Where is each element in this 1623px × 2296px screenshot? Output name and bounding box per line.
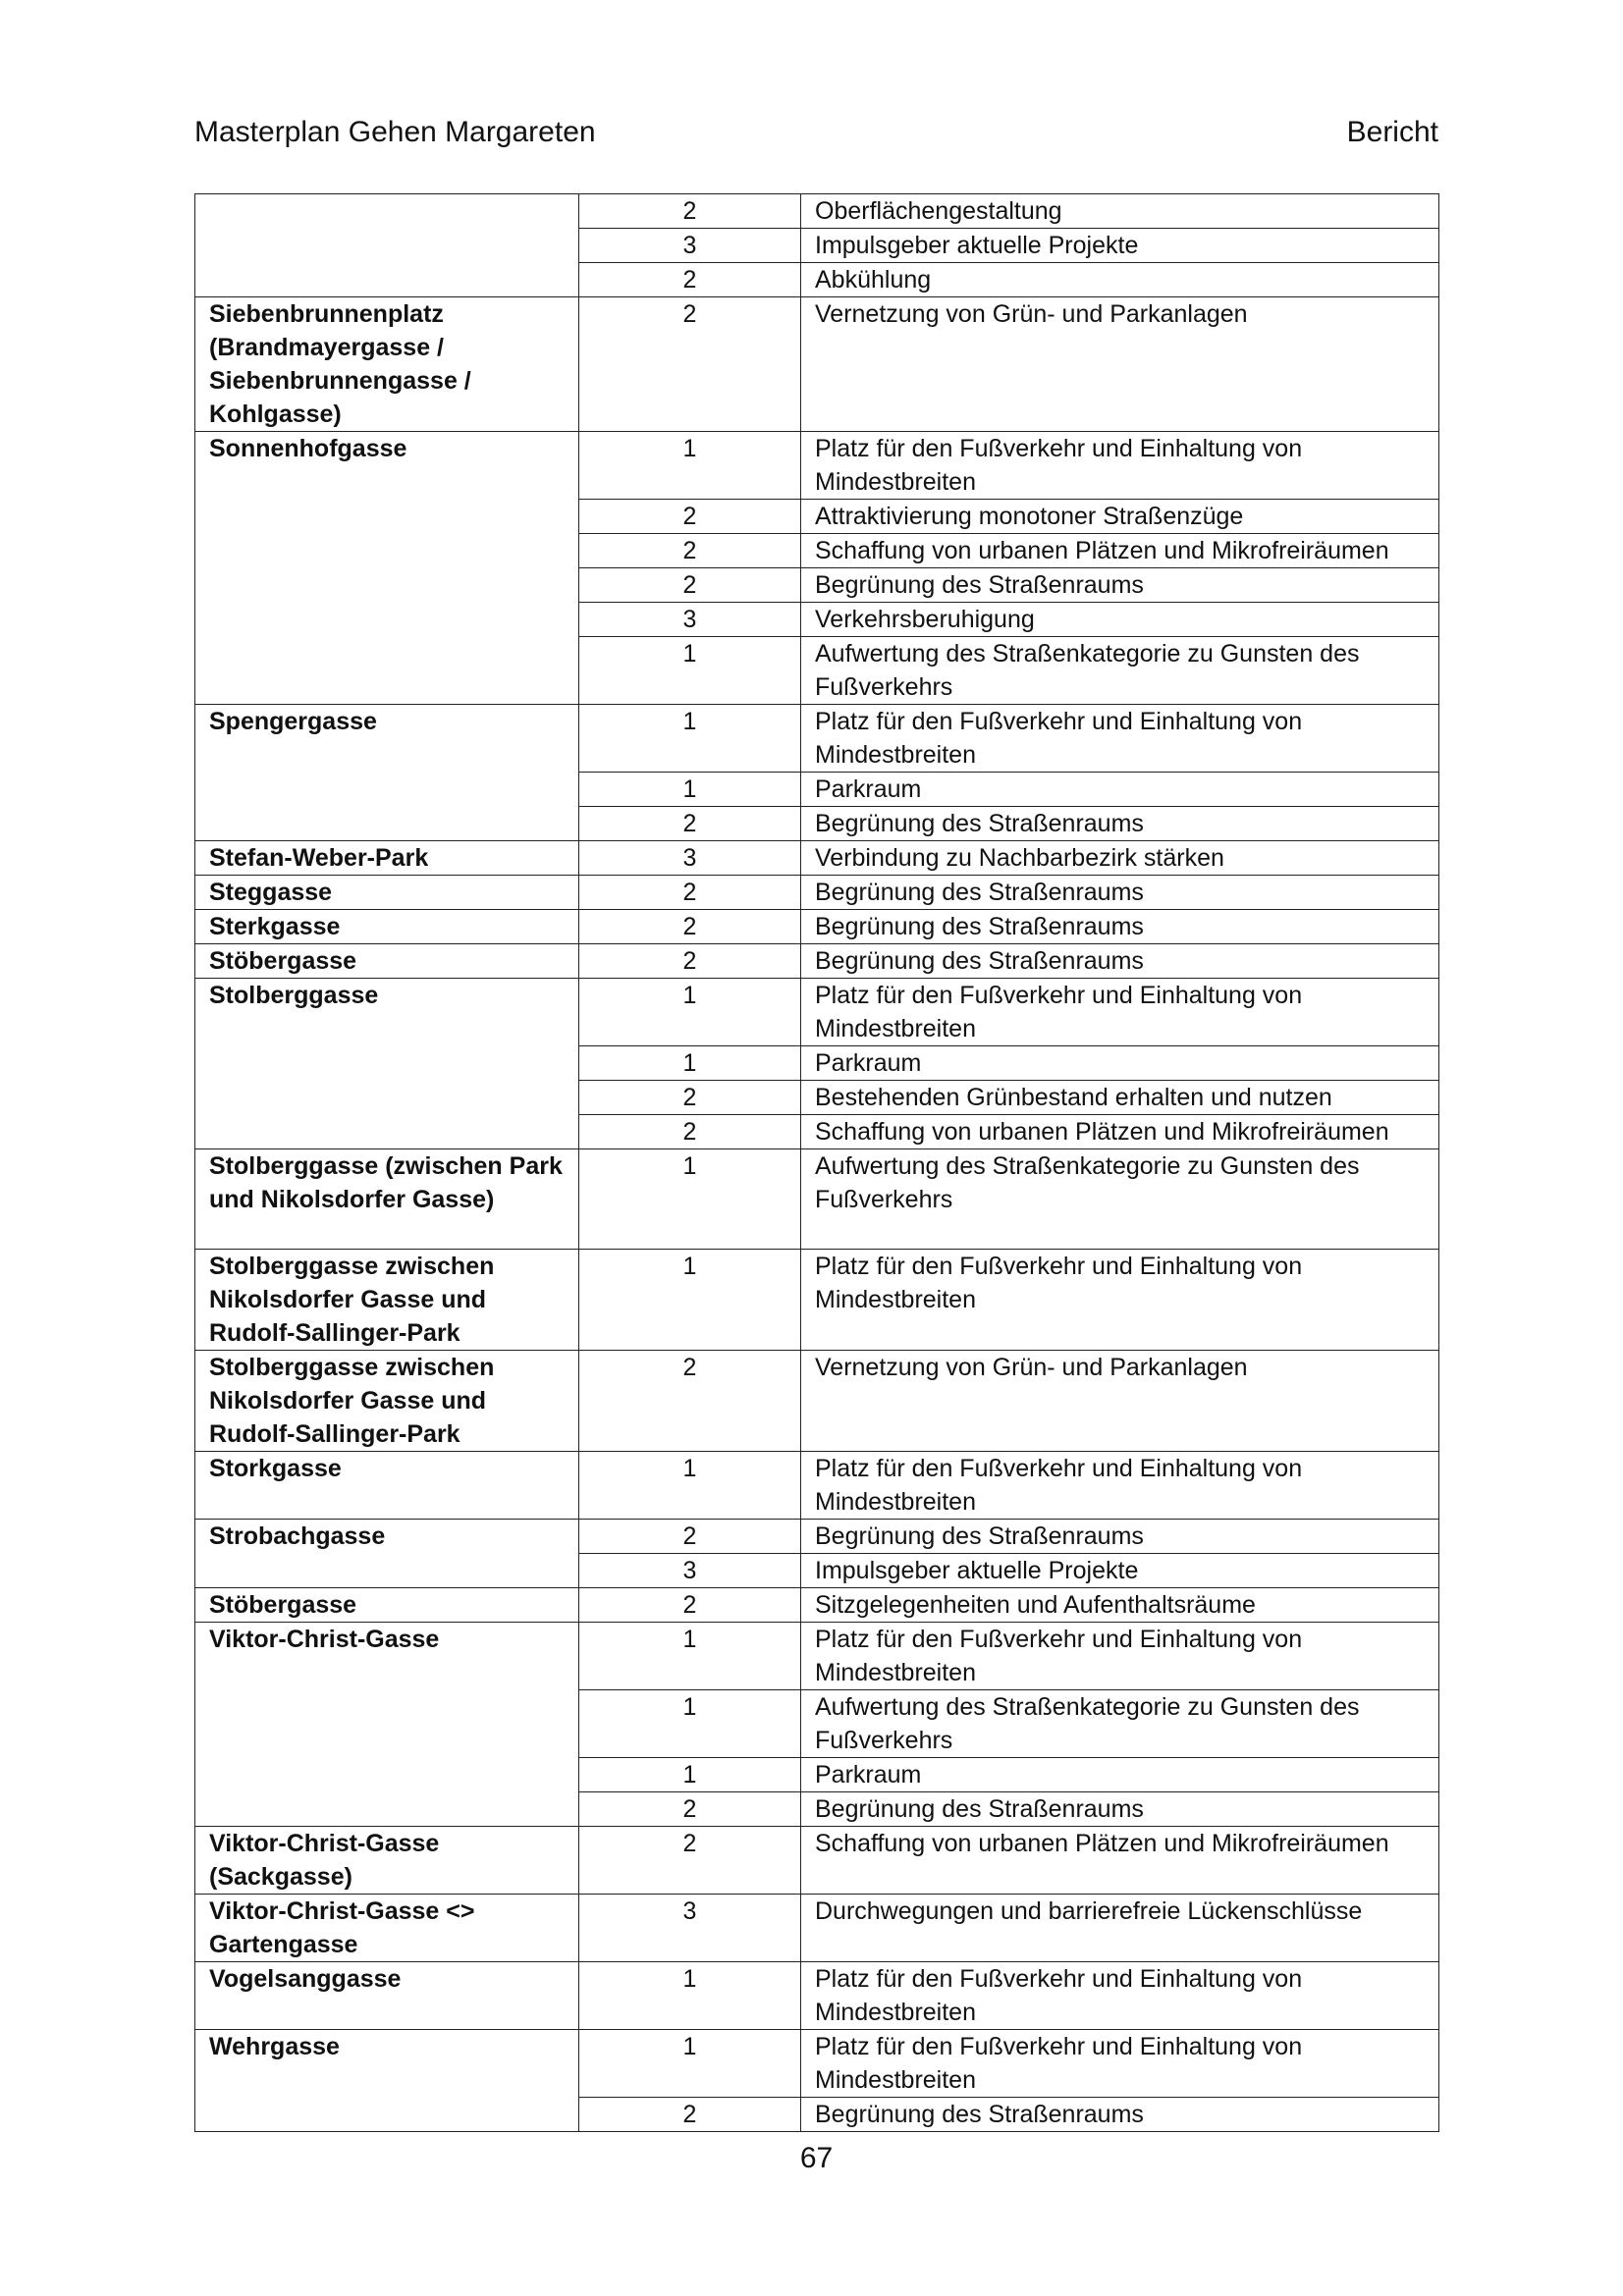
priority-cell: 2 [579,1827,801,1895]
measure-cell: Impulsgeber aktuelle Projekte [801,1554,1439,1588]
priority-cell: 3 [579,841,801,876]
measure-cell: Schaffung von urbanen Plätzen und Mikrofreiräumen [801,1827,1439,1895]
street-name-cell: Siebenbrunnenplatz (Brandmayergasse / Siebenbrunnengasse / Kohlgasse) [195,297,579,432]
table-row [195,1250,1439,1351]
measure-cell: Vernetzung von Grün- und Parkanlagen [801,297,1439,432]
priority-cell: 1 [579,1690,801,1758]
street-name-cell: Wehrgasse [195,2030,579,2132]
table-row [195,1623,1439,1690]
table-row [195,1827,1439,1895]
priority-cell: 2 [579,194,801,229]
document-title: Masterplan Gehen Margareten [194,116,596,148]
table-row [195,1895,1439,1962]
priority-cell: 1 [579,705,801,773]
priority-cell: 3 [579,1554,801,1588]
street-name-cell: Stolberggasse zwischen Nikolsdorfer Gasse und Rudolf-Sallinger-Park [195,1351,579,1452]
priority-cell: 3 [579,229,801,263]
section-label: Bericht [1346,116,1438,148]
table-row [195,1520,1439,1554]
measure-cell: Begrünung des Straßenraums [801,2098,1439,2132]
table-row [195,979,1439,1046]
priority-cell: 1 [579,1452,801,1520]
table-row [195,194,1439,229]
street-name-cell: Stöbergasse [195,1588,579,1623]
street-name-cell: Stolberggasse zwischen Nikolsdorfer Gasse und Rudolf-Sallinger-Park [195,1250,579,1351]
priority-cell: 1 [579,1046,801,1081]
measure-cell: Durchwegungen und barrierefreie Lückenschlüsse [801,1895,1439,1962]
street-name-cell: Spengergasse [195,705,579,841]
street-name-cell: Stefan-Weber-Park [195,841,579,876]
measure-cell: Abkühlung [801,263,1439,297]
priority-cell: 1 [579,2030,801,2098]
measure-cell: Begrünung des Straßenraums [801,910,1439,944]
measure-cell: Verkehrsberuhigung [801,603,1439,637]
measure-cell: Sitzgelegenheiten und Aufenthaltsräume [801,1588,1439,1623]
priority-cell: 2 [579,876,801,910]
street-name-cell: Stolberggasse [195,979,579,1149]
table-row [195,944,1439,979]
measure-cell: Aufwertung des Straßenkategorie zu Gunsten des Fußverkehrs [801,1690,1439,1758]
priority-cell: 2 [579,263,801,297]
street-name-cell: Sterkgasse [195,910,579,944]
priority-cell: 2 [579,1351,801,1452]
measure-cell: Parkraum [801,1046,1439,1081]
measure-cell: Platz für den Fußverkehr und Einhaltung von Mindestbreiten [801,1452,1439,1520]
street-name-cell: Sonnenhofgasse [195,432,579,705]
street-name-cell: Vogelsanggasse [195,1962,579,2030]
priority-cell: 1 [579,979,801,1046]
measure-cell: Platz für den Fußverkehr und Einhaltung von Mindestbreiten [801,705,1439,773]
table-row [195,1452,1439,1520]
measure-cell: Verbindung zu Nachbarbezirk stärken [801,841,1439,876]
table-row [195,1588,1439,1623]
measure-cell: Platz für den Fußverkehr und Einhaltung von Mindestbreiten [801,1623,1439,1690]
measure-cell: Begrünung des Straßenraums [801,944,1439,979]
measure-cell: Parkraum [801,1758,1439,1792]
measure-cell: Platz für den Fußverkehr und Einhaltung von Mindestbreiten [801,1250,1439,1351]
street-name-cell: Stolberggasse (zwischen Park und Nikolsdorfer Gasse) [195,1149,579,1250]
priority-cell: 1 [579,432,801,500]
priority-cell: 3 [579,603,801,637]
measure-cell: Impulsgeber aktuelle Projekte [801,229,1439,263]
priority-cell: 3 [579,1895,801,1962]
priority-cell: 2 [579,568,801,603]
priority-cell: 2 [579,500,801,534]
table-row [195,297,1439,432]
measure-cell: Begrünung des Straßenraums [801,568,1439,603]
measure-cell: Parkraum [801,773,1439,807]
measure-cell: Platz für den Fußverkehr und Einhaltung von Mindestbreiten [801,1962,1439,2030]
measure-cell: Platz für den Fußverkehr und Einhaltung von Mindestbreiten [801,2030,1439,2098]
measure-cell: Begrünung des Straßenraums [801,1520,1439,1554]
table-row [195,2030,1439,2098]
table-row [195,1149,1439,1250]
measure-cell: Attraktivierung monotoner Straßenzüge [801,500,1439,534]
street-name-cell: Viktor-Christ-Gasse (Sackgasse) [195,1827,579,1895]
priority-cell: 2 [579,910,801,944]
measure-cell: Vernetzung von Grün- und Parkanlagen [801,1351,1439,1452]
priority-cell: 2 [579,2098,801,2132]
street-name-cell: Viktor-Christ-Gasse [195,1623,579,1827]
priority-cell: 2 [579,1792,801,1827]
measure-cell: Aufwertung des Straßenkategorie zu Gunsten des Fußverkehrs [801,1149,1439,1250]
measure-cell: Bestehenden Grünbestand erhalten und nutzen [801,1081,1439,1115]
priority-cell: 1 [579,773,801,807]
priority-cell: 2 [579,1588,801,1623]
table-row [195,876,1439,910]
table-row [195,841,1439,876]
page-header [194,116,1438,149]
measure-cell: Begrünung des Straßenraums [801,1792,1439,1827]
priority-cell: 1 [579,1623,801,1690]
table-row [195,1351,1439,1452]
table-row [195,705,1439,773]
street-name-cell: Strobachgasse [195,1520,579,1588]
measure-cell: Platz für den Fußverkehr und Einhaltung von Mindestbreiten [801,979,1439,1046]
priority-cell: 2 [579,297,801,432]
street-name-cell: Storkgasse [195,1452,579,1520]
priority-cell: 2 [579,534,801,568]
table-row [195,432,1439,500]
measures-table-body [195,194,1439,2132]
street-name-cell: Stöbergasse [195,944,579,979]
priority-cell: 2 [579,1115,801,1149]
measure-cell: Platz für den Fußverkehr und Einhaltung von Mindestbreiten [801,432,1439,500]
priority-cell: 1 [579,1758,801,1792]
measure-cell: Oberflächengestaltung [801,194,1439,229]
street-name-cell [195,194,579,297]
priority-cell: 1 [579,1962,801,2030]
priority-cell: 2 [579,1081,801,1115]
street-name-cell: Steggasse [195,876,579,910]
measure-cell: Begrünung des Straßenraums [801,807,1439,841]
page-number: 67 [799,2142,834,2174]
priority-cell: 2 [579,944,801,979]
priority-cell: 2 [579,1520,801,1554]
priority-cell: 2 [579,807,801,841]
table-row [195,910,1439,944]
measure-cell: Begrünung des Straßenraums [801,876,1439,910]
measure-cell: Aufwertung des Straßenkategorie zu Gunsten des Fußverkehrs [801,637,1439,705]
street-name-cell: Viktor-Christ-Gasse <> Gartengasse [195,1895,579,1962]
measures-table [194,193,1439,2132]
priority-cell: 1 [579,1149,801,1250]
table-row [195,1962,1439,2030]
measure-cell: Schaffung von urbanen Plätzen und Mikrofreiräumen [801,1115,1439,1149]
measure-cell: Schaffung von urbanen Plätzen und Mikrofreiräumen [801,534,1439,568]
priority-cell: 1 [579,1250,801,1351]
priority-cell: 1 [579,637,801,705]
